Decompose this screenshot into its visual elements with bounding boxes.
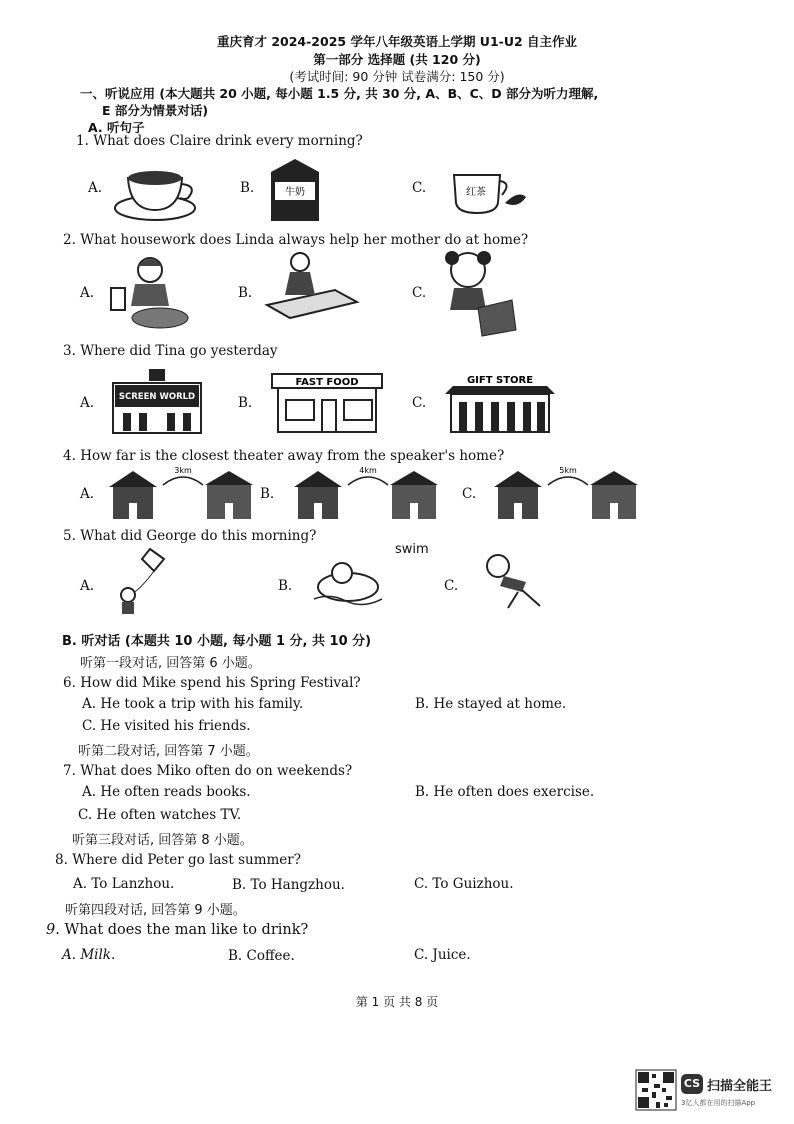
question-4: [63, 448, 504, 464]
washing-clothes-image: [105, 248, 195, 336]
milk-carton-image: [265, 157, 325, 225]
option-label: B.: [260, 486, 275, 502]
paper-title: 重庆育才 2024-2025 学年八年级英语上学期 U1-U2 自主作业: [216, 34, 578, 49]
question-9: [46, 922, 308, 938]
option-label: A.: [80, 578, 95, 594]
question-text: Where did Peter go last summer?: [72, 852, 301, 868]
question-text: What did George do this morning?: [80, 528, 317, 544]
question-text: How far is the closest theater away from the speaker's home?: [80, 448, 505, 464]
option-label: A.: [80, 486, 95, 502]
option-label: C.: [462, 486, 477, 502]
tea-label: 红茶: [466, 187, 486, 198]
coffee-cup-image: [110, 160, 205, 225]
question-number: 3.: [63, 343, 76, 359]
dialogue-2-instruction: 听第二段对话, 回答第 7 小题。: [78, 744, 259, 759]
question-text: What housework does Linda always help her mother do at home?: [80, 232, 529, 248]
question-number: 8.: [55, 852, 68, 868]
cleaning-girl-image: [438, 248, 518, 338]
cinema-building-image: [105, 365, 210, 435]
option-label: A.: [88, 180, 103, 196]
question-2: [63, 232, 528, 248]
qr-code-icon: [636, 1070, 676, 1110]
option-c: C. To Guizhou.: [414, 876, 514, 892]
question-3: [63, 343, 278, 359]
question-5: [63, 528, 316, 544]
scanner-app-tagline: 3亿人都在用的扫描App: [681, 1099, 756, 1107]
distance-4km-image: [290, 465, 440, 523]
partB-title: B. 听对话 (本题共 10 小题, 每小题 1 分, 共 10 分): [62, 634, 372, 649]
question-number: 1.: [76, 133, 89, 149]
question-number: 6.: [63, 675, 76, 691]
question-text: How did Mike spend his Spring Festival?: [80, 675, 361, 691]
option-a: A. He often reads books.: [82, 784, 251, 800]
option-b: B. He often does exercise.: [415, 784, 595, 800]
dialogue-4-instruction: 听第四段对话, 回答第 9 小题。: [65, 903, 246, 918]
question-1: [76, 133, 363, 149]
fast-food-sign: FAST FOOD: [295, 377, 359, 388]
question-number: 2.: [63, 232, 76, 248]
tea-cup-image: [450, 165, 530, 220]
dialogue-1-instruction: 听第一段对话, 回答第 6 小题。: [80, 656, 261, 671]
paper-part: 第一部分 选择题 (共 120 分): [313, 52, 481, 67]
option-label: A.: [80, 395, 95, 411]
scanner-app-name: 扫描全能王: [707, 1079, 773, 1094]
page-number: 第 1 页 共 8 页: [355, 995, 439, 1009]
option-label: B.: [238, 285, 253, 301]
distance-label: 4km: [359, 466, 377, 475]
option-c: C. He visited his friends.: [82, 718, 251, 734]
gift-store-building-image: [443, 372, 558, 434]
option-b: B. Coffee.: [228, 948, 295, 964]
question-text: Where did Tina go yesterday: [80, 343, 278, 359]
option-label: C.: [412, 180, 427, 196]
option-b: B. To Hangzhou.: [232, 877, 345, 893]
question-number: 9.: [46, 922, 60, 938]
question-7: [63, 763, 352, 779]
exam-info: (考试时间: 90 分钟 试卷满分: 150 分): [289, 69, 505, 84]
section1-title: 一、听说应用 (本大题共 20 小题, 每小题 1.5 分, 共 30 分, A、B、C、D 部分为听力理解,: [80, 86, 599, 101]
option-label: A.: [80, 285, 95, 301]
cinema-sign: SCREEN WORLD: [118, 392, 196, 402]
question-text: What does Miko often do on weekends?: [80, 763, 353, 779]
flying-kite-image: [110, 545, 170, 620]
question-text: What does the man like to drink?: [64, 922, 309, 938]
question-number: 7.: [63, 763, 76, 779]
question-number: 4.: [63, 448, 76, 464]
question-8: [55, 852, 301, 868]
partA-title: A. 听句子: [88, 120, 145, 135]
option-label: C.: [412, 395, 427, 411]
cs-logo-icon: CS: [681, 1074, 703, 1094]
question-6: [63, 675, 361, 691]
option-c: C. He often watches TV.: [78, 807, 242, 823]
question-number: 5.: [63, 528, 76, 544]
option-c: C. Juice.: [414, 947, 471, 963]
dialogue-3-instruction: 听第三段对话, 回答第 8 小题。: [72, 833, 253, 848]
option-label: B.: [278, 578, 293, 594]
swimming-image: [310, 555, 390, 610]
swim-caption: swim: [395, 542, 429, 557]
option-a: A. He took a trip with his family.: [82, 696, 304, 712]
question-text: What does Claire drink every morning?: [93, 133, 363, 149]
option-label: B.: [238, 395, 253, 411]
gift-store-sign: GIFT STORE: [466, 375, 534, 386]
milk-label: 牛奶: [285, 187, 305, 198]
section1-title-cont: E 部分为情景对话): [102, 103, 209, 118]
distance-5km-image: [490, 465, 640, 523]
option-label: B.: [240, 180, 255, 196]
option-label: C.: [412, 285, 427, 301]
mopping-floor-image: [265, 250, 360, 320]
distance-3km-image: [105, 465, 255, 523]
running-boy-image: [478, 550, 548, 612]
distance-label: 3km: [174, 466, 192, 475]
option-b: B. He stayed at home.: [415, 696, 567, 712]
option-label: C.: [444, 578, 459, 594]
option-a: A. Milk.: [62, 947, 116, 963]
distance-label: 5km: [559, 466, 577, 475]
fast-food-building-image: [270, 372, 385, 434]
option-a: A. To Lanzhou.: [73, 876, 175, 892]
